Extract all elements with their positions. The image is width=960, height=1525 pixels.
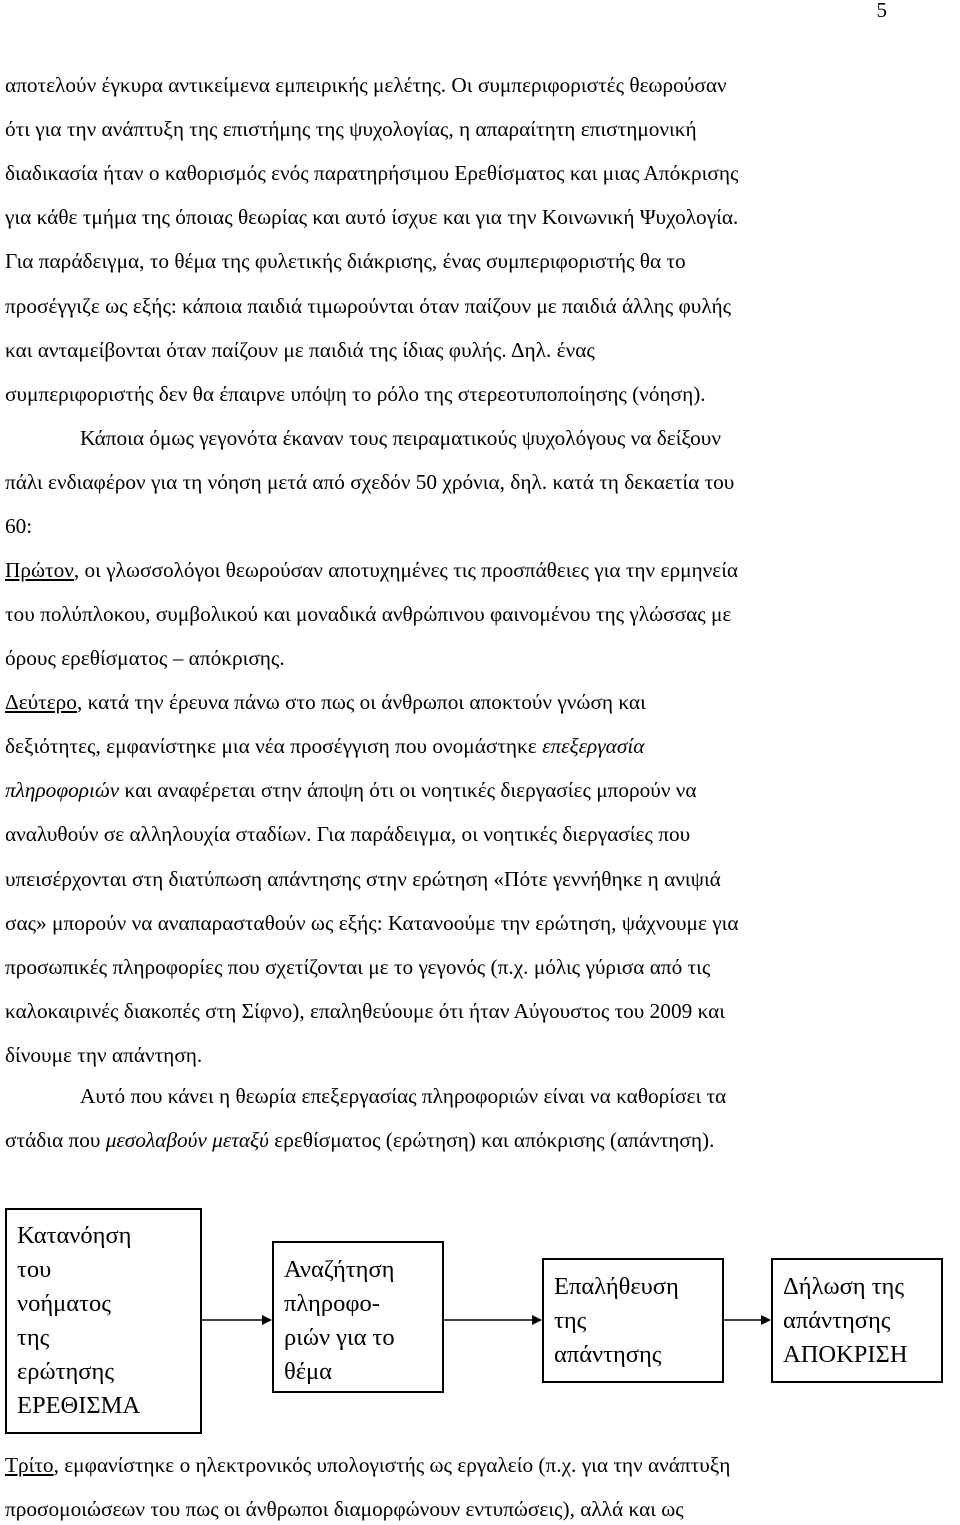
text-line: προσέγγιζε ως εξής: κάποια παιδιά τιμωρούνται όταν παίζουν με παιδιά άλλης φυλής [5, 294, 732, 318]
text-line: αναλυθούν σε αλληλουχία σταδίων. Για παράδειγμα, οι νοητικές διεργασίες που [5, 822, 691, 846]
box-text: πληροφο- [284, 1290, 380, 1317]
text-line: δίνουμε την απάντηση. [5, 1043, 203, 1067]
text-line: προσομοιώσεων του πως οι άνθρωποι διαμορφώνουν εντυπώσεις), αλλά και ως [5, 1497, 684, 1521]
box-text: Αναζήτηση [284, 1256, 395, 1283]
text-line: του πολύπλοκου, συμβολικού και μοναδικά ανθρώπινου φαινομένου της γλώσσας με [5, 602, 732, 626]
stage-box-verification [542, 1258, 724, 1383]
box-text: ΑΠΟΚΡΙΣΗ [783, 1341, 908, 1368]
text-line: και ανταμείβονται όταν παίζουν με παιδιά της ίδιας φυλής. Δηλ. ένας [5, 338, 595, 362]
box-text: Δήλωση της [783, 1273, 905, 1300]
text-span: δεξιότητες, εμφανίστηκε μια νέα προσέγγιση που ονομάστηκε [5, 734, 543, 758]
first-label: Πρώτον [5, 558, 74, 582]
stage-box-response [771, 1258, 943, 1383]
box-text: Επαλήθευση [554, 1273, 679, 1300]
italic-term: πληροφοριών [5, 778, 120, 802]
italic-term: μεσολαβούν μεταξύ [105, 1128, 269, 1152]
text-line: όρους ερεθίσματος – απόκρισης. [5, 646, 285, 670]
second-label: Δεύτερο [5, 690, 77, 714]
stage-box-search [272, 1241, 444, 1393]
box-text: θέμα [284, 1358, 332, 1385]
box-text: απάντησης [554, 1341, 662, 1368]
text-span: , εμφανίστηκε ο ηλεκτρονικός υπολογιστής ως εργαλείο (π.χ. για την ανάπτυξη [53, 1453, 731, 1477]
text-span: και αναφέρεται στην άποψη ότι οι νοητικές διεργασίες μπορούν να [119, 778, 697, 802]
page-number: 5 [876, 0, 887, 22]
box-text: ριών για το [284, 1324, 395, 1351]
text-span: , κατά την έρευνα πάνω στο πως οι άνθρωποι αποκτούν γνώση και [76, 690, 646, 714]
text-line: καλοκαιρινές διακοπές στη Σίφνο), επαληθεύουμε ότι ήταν Αύγουστος του 2009 και [5, 999, 726, 1023]
box-text: ερώτησης [17, 1358, 115, 1385]
box-text: νοήματος [17, 1290, 111, 1317]
text-line: για κάθε τμήμα της όποιας θεωρίας και αυτό ίσχυε και για την Κοινωνική Ψυχολογία. [5, 205, 739, 229]
text-line: διαδικασία ήταν ο καθορισμός ενός παρατηρήσιμου Ερεθίσματος και μιας Απόκρισης [5, 161, 739, 185]
box-text: Κατανόηση [17, 1222, 132, 1249]
text-line: ότι για την ανάπτυξη της επιστήμης της ψυχολογίας, η απαραίτητη επιστημονική [5, 117, 697, 141]
box-text: ΕΡΕΘΙΣΜΑ [17, 1392, 141, 1419]
text-line: σας» μπορούν να αναπαρασταθούν ως εξής: Κατανοούμε την ερώτηση, ψάχνουμε για [5, 911, 739, 935]
text-line: 60: [5, 514, 33, 538]
text-line: υπεισέρχονται στη διατύπωση απάντησης στην ερώτηση «Πότε γεννήθηκε η ανιψιά [5, 867, 721, 891]
box-text: της [554, 1307, 587, 1334]
text-line: Για παράδειγμα, το θέμα της φυλετικής διάκρισης, ένας συμπεριφοριστής θα το [5, 249, 686, 273]
text-line: πάλι ενδιαφέρον για τη νόηση μετά από σχεδόν 50 χρόνια, δηλ. κατά τη δεκαετία του [5, 470, 735, 494]
text-span: , οι γλωσσολόγοι θεωρούσαν αποτυχημένες τις προσπάθειες για την ερμηνεία [73, 558, 739, 582]
box-text: της [17, 1324, 50, 1351]
stage-box-comprehension [5, 1208, 202, 1434]
text-line: συμπεριφοριστής δεν θα έπαιρνε υπόψη το ρόλο της στερεοτυποποίησης (νόηση). [5, 382, 706, 406]
text-span: στάδια που [5, 1128, 106, 1152]
box-text: απάντησης [783, 1307, 891, 1334]
third-label: Τρίτο [5, 1453, 54, 1477]
text-line: προσωπικές πληροφορίες που σχετίζονται με το γεγονός (π.χ. μόλις γύρισα από τις [5, 955, 711, 979]
text-line: Κάποια όμως γεγονότα έκαναν τους πειραματικούς ψυχολόγους να δείξουν [80, 426, 721, 450]
box-text: του [17, 1256, 52, 1283]
text-line: αποτελούν έγκυρα αντικείμενα εμπειρικής μελέτης. Οι συμπεριφοριστές θεωρούσαν [5, 73, 727, 97]
text-line: Αυτό που κάνει η θεωρία επεξεργασίας πληροφοριών είναι να καθορίσει τα [80, 1084, 727, 1108]
text-line [5, 1452, 730, 1478]
text-span: ερεθίσματος (ερώτηση) και απόκρισης (απάντηση). [268, 1128, 715, 1152]
italic-term: επεξεργασία [542, 734, 645, 758]
